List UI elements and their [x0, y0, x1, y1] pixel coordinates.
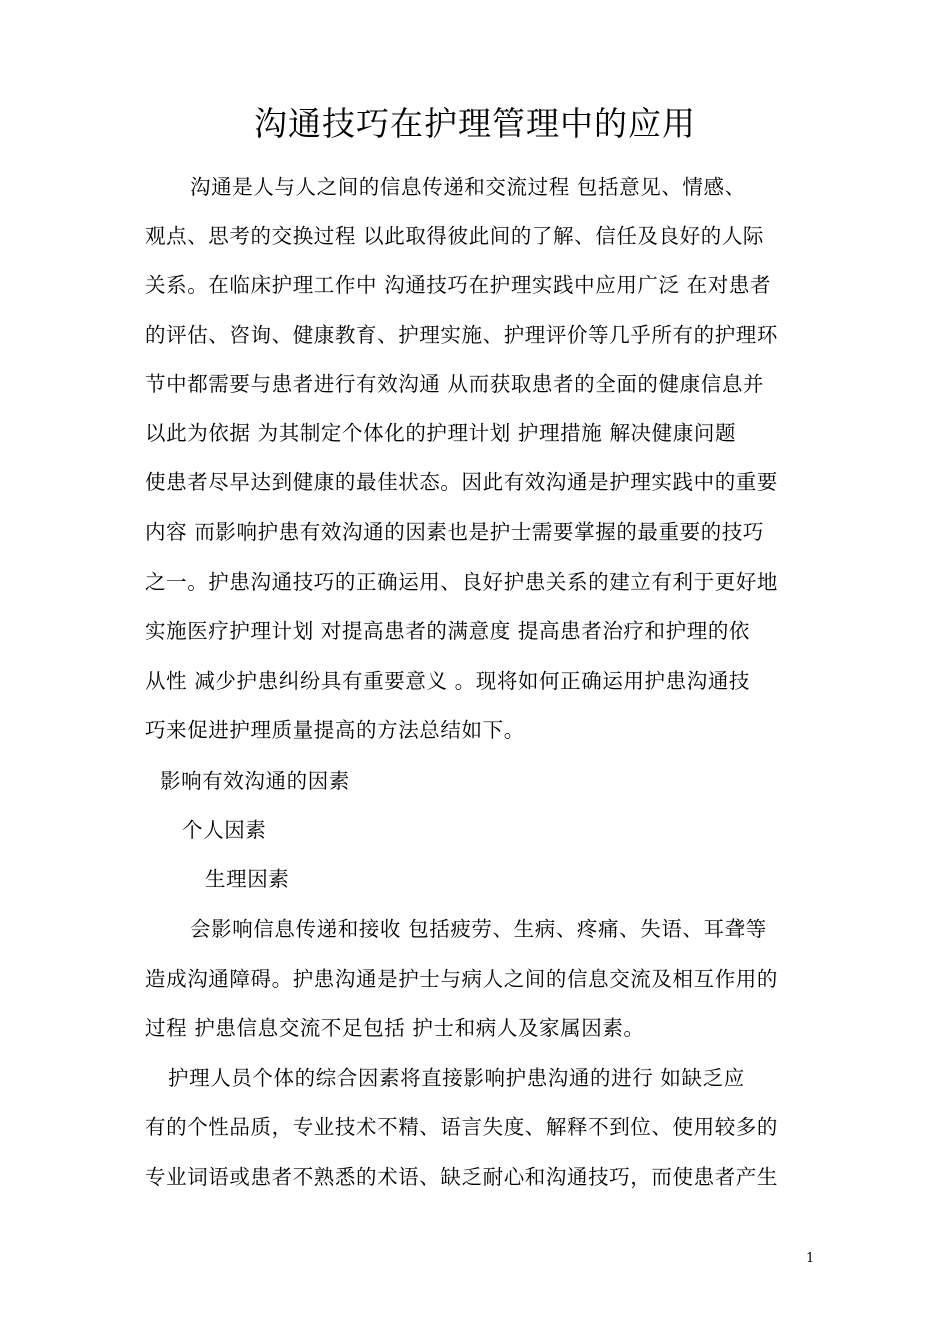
paragraph-line: 过程 护患信息交流不足包括 护士和病人及家属因素。 — [145, 1016, 645, 1040]
subsection-heading: 个人因素 — [182, 818, 267, 842]
paragraph-line: 节中都需要与患者进行有效沟通 从而获取患者的全面的健康信息并 — [145, 372, 765, 396]
document-title: 沟通技巧在护理管理中的应用 — [254, 104, 696, 143]
paragraph-line: 使患者尽早达到健康的最佳状态。因此有效沟通是护理实践中的重要 — [145, 470, 778, 494]
paragraph-line: 护理人员个体的综合因素将直接影响护患沟通的进行 如缺乏应 — [168, 1066, 745, 1090]
paragraph-line: 关系。在临床护理工作中 沟通技巧在护理实践中应用广泛 在对患者 — [145, 273, 772, 297]
paragraph-line: 的评估、咨询、健康教育、护理实施、护理评价等几乎所有的护理环 — [145, 323, 778, 347]
page-number: 1 — [806, 1251, 815, 1266]
paragraph-line: 造成沟通障碍。护患沟通是护士与病人之间的信息交流及相互作用的 — [145, 967, 778, 991]
paragraph-line: 从性 减少护患纠纷具有重要意义 。现将如何正确运用护患沟通技 — [145, 669, 751, 693]
paragraph-line: 巧来促进护理质量提高的方法总结如下。 — [145, 718, 525, 742]
section-heading: 影响有效沟通的因素 — [160, 769, 350, 793]
paragraph-line: 之一。护患沟通技巧的正确运用、良好护患关系的建立有利于更好地 — [145, 570, 778, 594]
paragraph-line: 以此为依据 为其制定个体化的护理计划 护理措施 解决健康问题 — [145, 421, 737, 445]
paragraph-line: 内容 而影响护患有效沟通的因素也是护士需要掌握的最重要的技巧 — [145, 520, 765, 544]
subsubsection-heading: 生理因素 — [205, 867, 290, 891]
paragraph-line: 实施医疗护理计划 对提高患者的满意度 提高患者治疗和护理的依 — [145, 619, 751, 643]
paragraph-line: 有的个性品质，专业技术不精、语言失度、解释不到位、使用较多的 — [145, 1115, 778, 1139]
paragraph-line: 会影响信息传递和接收 包括疲劳、生病、疼痛、失语、耳聋等 — [190, 917, 767, 941]
paragraph-line: 专业词语或患者不熟悉的术语、缺乏耐心和沟通技巧，而使患者产生 — [145, 1165, 778, 1189]
paragraph-line: 沟通是人与人之间的信息传递和交流过程 包括意见、情感、 — [190, 175, 746, 199]
paragraph-line: 观点、思考的交换过程 以此取得彼此间的了解、信任及良好的人际 — [145, 224, 765, 248]
